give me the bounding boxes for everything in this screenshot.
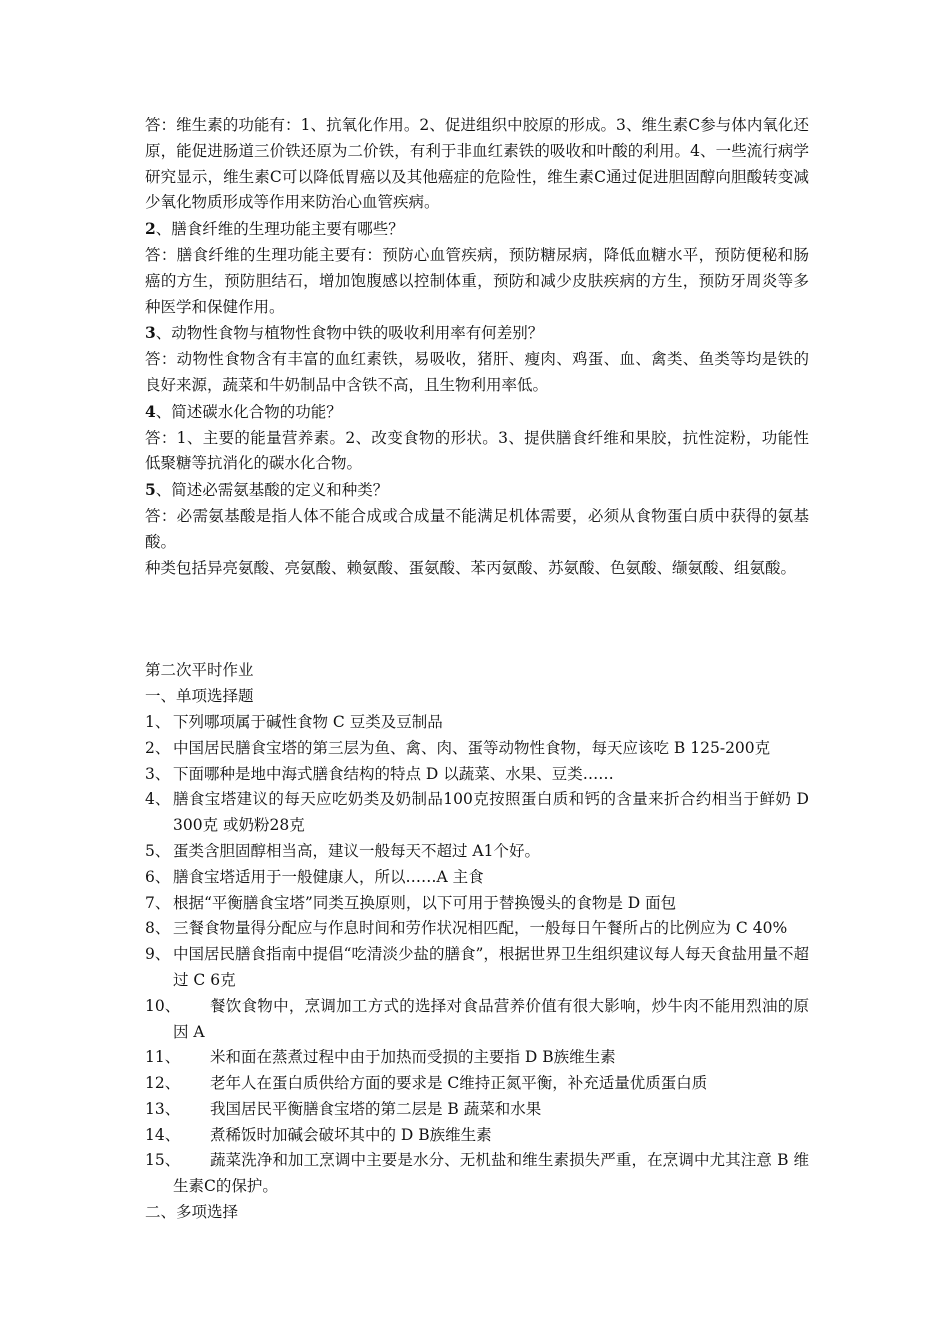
homework-title: 第二次平时作业 — [145, 661, 254, 680]
list-item-number: 14、 — [145, 1125, 181, 1144]
list-item-text: 餐饮食物中，烹调加工方式的选择对食品营养价值有很大影响，炒牛肉不能用烈油的原因 A — [173, 996, 809, 1041]
question-4-number: 4 — [145, 401, 156, 421]
answer-2: 答：膳食纤维的生理功能主要有：预防心血管疾病，预防糖尿病，降低血糖水平，预防便秘和肠癌的方生，预防胆结石，增加饱腹感以控制体重，预防和减少皮肤疾病的方生，预防牙周炎等多种医学和保健作用。 — [145, 245, 809, 316]
list-item — [145, 1097, 809, 1123]
list-item-number: 1、 — [145, 712, 171, 731]
list-item — [145, 839, 809, 865]
answer-5-types: 种类包括异亮氨酸、亮氨酸、赖氨酸、蛋氨酸、苯丙氨酸、苏氨酸、色氨酸、缬氨酸、组氨酸。 — [145, 558, 797, 577]
list-item-text: 煮稀饭时加碱会破坏其中的 D B族维生素 — [210, 1125, 492, 1144]
section-gap — [145, 581, 809, 658]
answer-1: 答：维生素的功能有：1、抗氧化作用。2、促进组织中胶原的形成。3、维生素C参与体内氧化还原，能促进肠道三价铁还原为二价铁，有利于非血红素铁的吸收和叶酸的利用。4、一些流行病学研究显示，维生素C可以降低胃癌以及其他癌症的危险性，维生素C通过促进胆固醇向胆酸转变减少氧化物质形成等作用来防治心血管疾病。 — [145, 116, 809, 212]
list-item-text: 中国居民膳食指南中提倡“吃清淡少盐的膳食”，根据世界卫生组织建议每人每天食盐用量不超过 C 6克 — [173, 945, 809, 989]
question-4 — [145, 399, 809, 426]
list-item — [145, 1045, 809, 1071]
list-item — [145, 1071, 809, 1097]
list-item-number: 11、 — [145, 1048, 181, 1067]
answer-4: 答：1、主要的能量营养素。2、改变食物的形状。3、提供膳食纤维和果胶，抗性淀粉，功能性低聚糖等抗消化的碳水化合物。 — [145, 428, 809, 473]
list-item — [145, 1123, 809, 1149]
list-item — [145, 787, 809, 839]
question-2-text: 、膳食纤维的生理功能主要有哪些？ — [155, 220, 404, 239]
list-item-number: 8、 — [145, 919, 171, 938]
question-2-number: 2 — [145, 219, 156, 239]
document-page — [145, 113, 809, 1226]
list-item — [145, 994, 809, 1046]
list-item-number: 13、 — [145, 1099, 181, 1118]
question-2 — [145, 216, 809, 243]
list-item-number: 10、 — [145, 996, 181, 1015]
list-item-text: 膳食宝塔适用于一般健康人，所以……A 主食 — [173, 867, 484, 886]
list-item-number: 5、 — [145, 841, 171, 860]
list-item — [145, 710, 809, 736]
list-item — [145, 865, 809, 891]
list-item — [145, 916, 809, 942]
list-item-number: 12、 — [145, 1074, 181, 1093]
list-item — [145, 1148, 809, 1200]
list-item-text: 蔬菜洗净和加工烹调中主要是水分、无机盐和维生素损失严重，在烹调中尤其注意 B 维生素C的保护。 — [173, 1151, 809, 1196]
section-multiple-choice: 二、多项选择 — [145, 1203, 239, 1222]
list-item-text: 根据“平衡膳食宝塔”同类互换原则，以下可用于替换馒头的食物是 D 面包 — [173, 893, 677, 912]
list-item-number: 4、 — [145, 790, 171, 809]
list-item-text: 我国居民平衡膳食宝塔的第二层是 B 蔬菜和水果 — [210, 1099, 542, 1118]
section-single-choice: 一、单项选择题 — [145, 687, 254, 706]
list-item-text: 中国居民膳食宝塔的第三层为鱼、禽、肉、蛋等动物性食物，每天应该吃 B 125-200克 — [173, 738, 771, 757]
list-item-text: 老年人在蛋白质供给方面的要求是 C维持正氮平衡，补充适量优质蛋白质 — [210, 1074, 708, 1093]
list-item — [145, 942, 809, 994]
question-5 — [145, 477, 809, 504]
answer-3: 答：动物性食物含有丰富的血红素铁，易吸收，猪肝、瘦肉、鸡蛋、血、禽类、鱼类等均是铁的良好来源，蔬菜和牛奶制品中含铁不高，且生物利用率低。 — [145, 350, 809, 394]
list-item-number: 3、 — [145, 764, 171, 783]
list-item-number: 2、 — [145, 738, 171, 757]
list-item — [145, 891, 809, 917]
answer-5: 答：必需氨基酸是指人体不能合成或合成量不能满足机体需要，必须从食物蛋白质中获得的氨基酸。 — [145, 506, 809, 551]
list-item — [145, 762, 809, 788]
question-3-text: 、动物性食物与植物性食物中铁的吸收利用率有何差别？ — [155, 324, 544, 343]
list-item-text: 膳食宝塔建议的每天应吃奶类及奶制品100克按照蛋白质和钙的含量来折合约相当于鲜奶 D 300克 或奶粉28克 — [173, 790, 809, 835]
list-item-text: 蛋类含胆固醇相当高，建议一般每天不超过 A1个好。 — [173, 841, 540, 860]
list-item-number: 15、 — [145, 1151, 181, 1170]
list-item-number: 9、 — [145, 945, 171, 964]
list-item-text: 下列哪项属于碱性食物 C 豆类及豆制品 — [173, 712, 443, 731]
question-3-number: 3 — [145, 323, 156, 343]
question-4-text: 、简述碳水化合物的功能？ — [155, 402, 342, 421]
list-item — [145, 736, 809, 762]
question-5-text: 、简述必需氨基酸的定义和种类？ — [155, 481, 389, 500]
list-item-text: 米和面在蒸煮过程中由于加热而受损的主要指 D B族维生素 — [210, 1048, 616, 1067]
question-5-number: 5 — [145, 480, 156, 500]
list-item-text: 下面哪种是地中海式膳食结构的特点 D 以蔬菜、水果、豆类…… — [173, 764, 614, 783]
list-item-text: 三餐食物量得分配应与作息时间和劳作状况相匹配，一般每日午餐所占的比例应为 C 40% — [173, 919, 788, 938]
list-item-number: 6、 — [145, 867, 171, 886]
single-choice-list — [145, 710, 809, 1200]
list-item-number: 7、 — [145, 893, 171, 912]
question-3 — [145, 320, 809, 347]
